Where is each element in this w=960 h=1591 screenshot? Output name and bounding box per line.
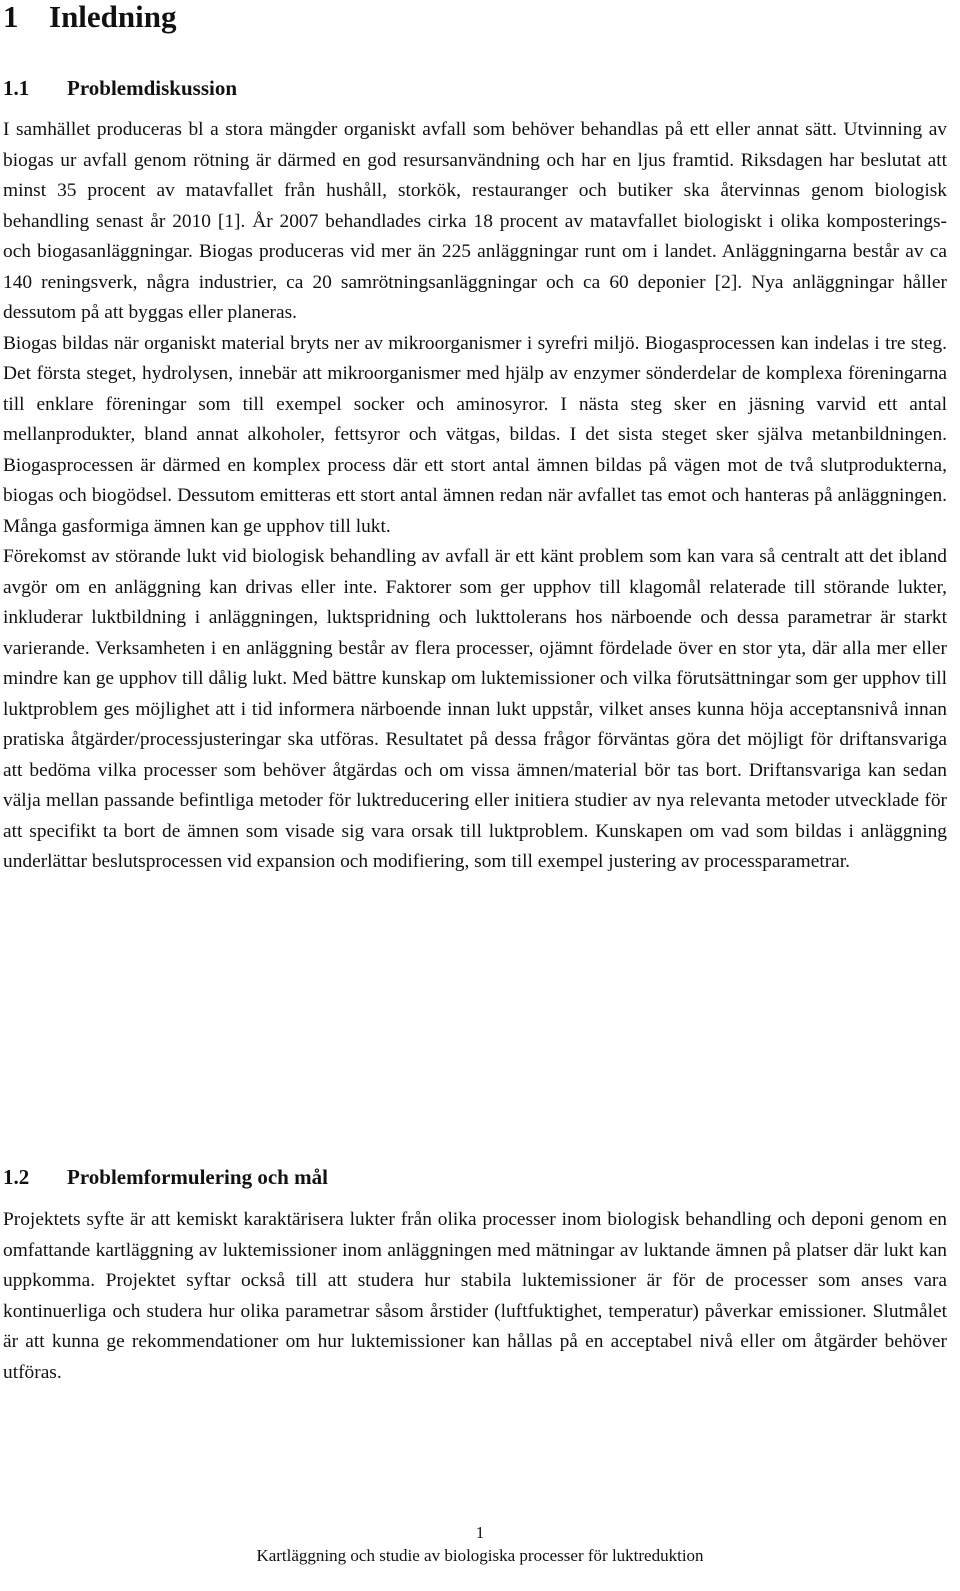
running-footer-title: Kartläggning och studie av biologiska processer för luktreduktion xyxy=(256,1546,704,1565)
body-paragraph: I samhället produceras bl a stora mängder organiskt avfall som behöver behandlas på ett eller annat sätt. Utvinning av biogas ur avfall genom rötning är därmed en god resursanvändning och har en ljus framtid. Riksdagen har beslutat att minst 35 procent av matavfallet från hushåll, storkök, restauranger och butiker ska återvinnas genom biologisk behandling senast år 2010 [1]. År 2007 behandlades cirka 18 procent av matavfallet biologiskt i olika komposterings- och biogasanläggningar. Biogas produceras vid mer än 225 anläggningar runt om i landet. Anläggningarna består av ca 140 reningsverk, några industrier, ca 20 samrötningsanläggningar och ca 60 deponier [2]. Nya anläggningar håller dessutom på att byggas eller planeras. xyxy=(3,119,947,323)
body-paragraph: Projektets syfte är att kemiskt karaktärisera lukter från olika processer inom biologisk behandling och deponi genom en omfattande kartläggning av luktemissioner inom anläggningen med mätningar av luktande ämnen på platser där lukt kan uppkomma. Projektet syftar också till att studera hur stabila luktemissioner är för de processer som anses vara kontinuerliga och studera hur olika parametrar såsom årstider (luftfuktighet, temperatur) påverkar emissioner. Slutmålet är att kunna ge rekommendationer om hur luktemissioner kan hållas på en acceptabel nivå eller om åtgärder behöver utföras. xyxy=(3,1209,947,1383)
section-title: Problemformulering och mål xyxy=(67,1165,328,1189)
section-heading-1-2 xyxy=(3,1163,328,1191)
page-number: 1 xyxy=(475,1523,485,1542)
section-body-1-1 xyxy=(3,115,947,878)
chapter-title: Inledning xyxy=(49,0,177,34)
chapter-number: 1 xyxy=(3,0,19,34)
section-heading-1-1 xyxy=(3,74,237,102)
section-body-1-2 xyxy=(3,1205,947,1388)
section-title: Problemdiskussion xyxy=(67,76,237,100)
chapter-heading xyxy=(3,0,177,37)
section-number: 1.1 xyxy=(3,76,30,100)
body-paragraph: Biogas bildas när organiskt material bryts ner av mikroorganismer i syrefri miljö. Biogasprocessen kan indelas i tre steg. Det första steget, hydrolysen, innebär att mikroorganismer med hjälp av enzymer sönderdelar de komplexa föreningarna till enklare föreningar som till exempel socker och aminosyror. I nästa steg sker en jäsning varvid ett antal mellanprodukter, bland annat alkoholer, fettsyror och vätgas, bildas. I det sista steget sker själva metanbildningen. Biogasprocessen är därmed en komplex process där ett stort antal ämnen bildas på vägen mot de två slutprodukterna, biogas och biogödsel. Dessutom emitteras ett stort antal ämnen redan när avfallet tas emot och hanteras på anläggningen. Många gasformiga ämnen kan ge upphov till lukt. xyxy=(3,332,947,537)
body-paragraph: Förekomst av störande lukt vid biologisk behandling av avfall är ett känt problem som kan vara så centralt att det ibland avgör om en anläggning kan drivas eller inte. Faktorer som ger upphov till klagomål relaterade till störande lukter, inkluderar luktbildning i anläggningen, luktspridning och lukttolerans hos närboende och dessa parametrar är starkt varierande. Verksamheten i en anläggning består av flera processer, ojämnt fördelade över en stor yta, där alla mer eller mindre kan ge upphov till dålig lukt. Med bättre kunskap om luktemissioner och vilka förutsättningar som ger upphov till luktproblem ges möjlighet att i tid informera närboende innan lukt uppstår, vilket anses kunna höja acceptansnivå innan pratiska åtgärder/processjusteringar ska utföras. Resultatet på dessa frågor förväntas göra det möjligt för driftansvariga att bedöma vilka processer som behöver åtgärdas och om vissa ämnen/material bör tas bort. Driftansvariga kan sedan välja mellan passande befintliga metoder för luktreducering eller initiera studier av nya relevanta metoder utvecklade för att specifikt ta bort de ämnen som visade sig vara orsak till luktproblem. Kunskapen om vad som bildas i anläggning underlättar beslutsprocessen vid expansion och modifiering, som till exempel justering av processparametrar. xyxy=(3,546,947,872)
section-number: 1.2 xyxy=(3,1165,30,1189)
